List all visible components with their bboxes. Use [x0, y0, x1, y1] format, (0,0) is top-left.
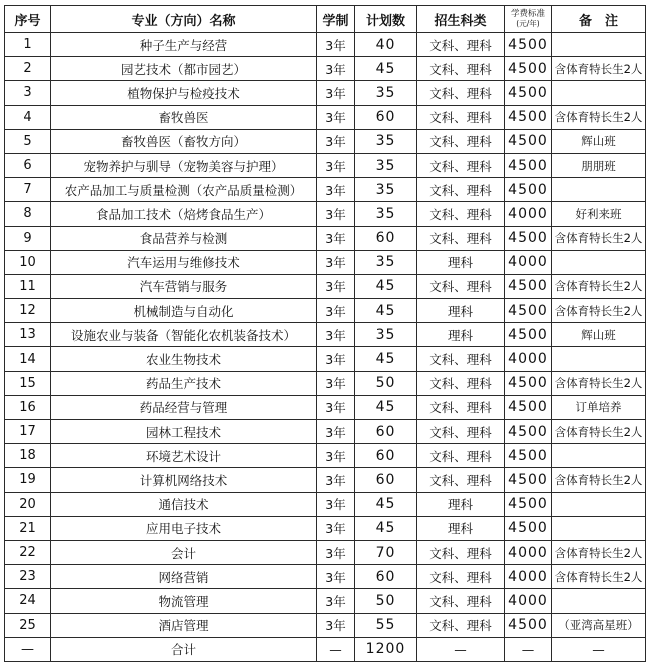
cell-note [552, 33, 646, 57]
cell-subject: 文科、理科 [417, 589, 505, 613]
cell-major: 农业生物技术 [51, 347, 317, 371]
cell-major: 应用电子技术 [51, 516, 317, 540]
cell-subject: 文科、理科 [417, 129, 505, 153]
cell-index: 25 [5, 613, 51, 637]
cell-plan: 35 [355, 178, 417, 202]
cell-major: 计算机网络技术 [51, 468, 317, 492]
cell-index: 15 [5, 371, 51, 395]
cell-index: 12 [5, 299, 51, 323]
cell-duration: 3年 [317, 492, 355, 516]
cell-index: 2 [5, 57, 51, 81]
cell-fee: 4000 [505, 202, 552, 226]
total-duration: — [317, 637, 355, 661]
cell-major: 园艺技术（都市园艺） [51, 57, 317, 81]
cell-subject: 文科、理科 [417, 57, 505, 81]
cell-major: 食品加工技术（焙烤食品生产） [51, 202, 317, 226]
table-row [5, 420, 646, 444]
cell-fee: 4000 [505, 565, 552, 589]
cell-plan: 60 [355, 468, 417, 492]
cell-fee: 4500 [505, 105, 552, 129]
cell-fee: 4500 [505, 274, 552, 298]
cell-major: 宠物养护与驯导（宠物美容与护理） [51, 153, 317, 177]
cell-major: 通信技术 [51, 492, 317, 516]
cell-fee: 4000 [505, 347, 552, 371]
cell-subject: 理科 [417, 299, 505, 323]
cell-duration: 3年 [317, 178, 355, 202]
cell-duration: 3年 [317, 516, 355, 540]
table-row [5, 613, 646, 637]
total-row [5, 637, 646, 661]
table-row [5, 516, 646, 540]
cell-subject: 文科、理科 [417, 226, 505, 250]
cell-subject: 文科、理科 [417, 444, 505, 468]
cell-subject: 文科、理科 [417, 153, 505, 177]
cell-index: 1 [5, 33, 51, 57]
cell-plan: 35 [355, 250, 417, 274]
cell-subject: 文科、理科 [417, 33, 505, 57]
cell-fee: 4500 [505, 613, 552, 637]
cell-duration: 3年 [317, 613, 355, 637]
cell-fee: 4500 [505, 129, 552, 153]
cell-major: 食品营养与检测 [51, 226, 317, 250]
cell-plan: 60 [355, 565, 417, 589]
cell-plan: 50 [355, 371, 417, 395]
cell-subject: 文科、理科 [417, 274, 505, 298]
cell-note: 好利来班 [552, 202, 646, 226]
total-plan: 1200 [355, 637, 417, 661]
cell-duration: 3年 [317, 395, 355, 419]
cell-duration: 3年 [317, 323, 355, 347]
cell-note [552, 492, 646, 516]
table-row [5, 444, 646, 468]
cell-note: 含体育特长生2人 [552, 57, 646, 81]
table-row [5, 323, 646, 347]
header-subject: 招生科类 [417, 6, 505, 33]
table-row [5, 347, 646, 371]
cell-plan: 45 [355, 492, 417, 516]
cell-plan: 45 [355, 516, 417, 540]
cell-fee: 4500 [505, 395, 552, 419]
enrollment-plan-table [4, 5, 646, 662]
cell-note: 朋朋班 [552, 153, 646, 177]
enrollment-plan-document [4, 5, 646, 662]
cell-duration: 3年 [317, 468, 355, 492]
cell-major: 物流管理 [51, 589, 317, 613]
cell-subject: 文科、理科 [417, 81, 505, 105]
cell-fee: 4500 [505, 492, 552, 516]
total-subject: — [417, 637, 505, 661]
cell-plan: 70 [355, 540, 417, 564]
cell-note [552, 347, 646, 371]
cell-fee: 4500 [505, 299, 552, 323]
cell-subject: 文科、理科 [417, 178, 505, 202]
header-major: 专业（方向）名称 [51, 6, 317, 33]
cell-index: 21 [5, 516, 51, 540]
cell-plan: 40 [355, 33, 417, 57]
cell-note: 含体育特长生2人 [552, 420, 646, 444]
table-row [5, 105, 646, 129]
table-row [5, 468, 646, 492]
header-plan: 计划数 [355, 6, 417, 33]
cell-plan: 60 [355, 444, 417, 468]
cell-subject: 文科、理科 [417, 565, 505, 589]
cell-duration: 3年 [317, 105, 355, 129]
cell-plan: 50 [355, 589, 417, 613]
cell-note: 含体育特长生2人 [552, 565, 646, 589]
cell-duration: 3年 [317, 589, 355, 613]
table-row [5, 129, 646, 153]
cell-fee: 4500 [505, 33, 552, 57]
cell-index: 22 [5, 540, 51, 564]
cell-plan: 45 [355, 57, 417, 81]
cell-note: 含体育特长生2人 [552, 105, 646, 129]
cell-duration: 3年 [317, 371, 355, 395]
cell-fee: 4500 [505, 323, 552, 347]
cell-subject: 文科、理科 [417, 540, 505, 564]
cell-major: 汽车运用与维修技术 [51, 250, 317, 274]
cell-major: 网络营销 [51, 565, 317, 589]
cell-index: 14 [5, 347, 51, 371]
cell-major: 畜牧兽医（畜牧方向） [51, 129, 317, 153]
cell-index: 5 [5, 129, 51, 153]
cell-index: 9 [5, 226, 51, 250]
cell-plan: 55 [355, 613, 417, 637]
header-note: 备 注 [552, 6, 646, 33]
cell-subject: 文科、理科 [417, 105, 505, 129]
cell-index: 16 [5, 395, 51, 419]
table-row [5, 299, 646, 323]
cell-plan: 35 [355, 323, 417, 347]
cell-index: 17 [5, 420, 51, 444]
cell-note [552, 444, 646, 468]
cell-note: 含体育特长生2人 [552, 299, 646, 323]
cell-index: 7 [5, 178, 51, 202]
table-body [5, 33, 646, 638]
cell-duration: 3年 [317, 347, 355, 371]
total-label: 合计 [51, 637, 317, 661]
cell-major: 汽车营销与服务 [51, 274, 317, 298]
cell-major: 机械制造与自动化 [51, 299, 317, 323]
table-row [5, 371, 646, 395]
cell-major: 畜牧兽医 [51, 105, 317, 129]
cell-major: 会计 [51, 540, 317, 564]
cell-major: 药品经营与管理 [51, 395, 317, 419]
table-row [5, 81, 646, 105]
cell-duration: 3年 [317, 153, 355, 177]
cell-fee: 4500 [505, 516, 552, 540]
cell-duration: 3年 [317, 299, 355, 323]
cell-subject: 文科、理科 [417, 420, 505, 444]
cell-index: 23 [5, 565, 51, 589]
cell-index: 13 [5, 323, 51, 347]
header-fee [505, 6, 552, 33]
cell-index: 4 [5, 105, 51, 129]
cell-fee: 4500 [505, 371, 552, 395]
table-row [5, 395, 646, 419]
cell-plan: 45 [355, 274, 417, 298]
cell-duration: 3年 [317, 420, 355, 444]
cell-note: 含体育特长生2人 [552, 540, 646, 564]
table-row [5, 178, 646, 202]
cell-index: 11 [5, 274, 51, 298]
cell-index: 24 [5, 589, 51, 613]
cell-plan: 35 [355, 202, 417, 226]
cell-subject: 文科、理科 [417, 347, 505, 371]
cell-note: （亚湾高星班） [552, 613, 646, 637]
cell-duration: 3年 [317, 250, 355, 274]
cell-subject: 理科 [417, 492, 505, 516]
cell-index: 18 [5, 444, 51, 468]
cell-fee: 4500 [505, 468, 552, 492]
header-index: 序号 [5, 6, 51, 33]
cell-plan: 35 [355, 129, 417, 153]
cell-plan: 45 [355, 347, 417, 371]
cell-duration: 3年 [317, 274, 355, 298]
table-row [5, 153, 646, 177]
cell-duration: 3年 [317, 444, 355, 468]
cell-subject: 理科 [417, 250, 505, 274]
cell-plan: 35 [355, 81, 417, 105]
table-row [5, 33, 646, 57]
cell-fee: 4500 [505, 153, 552, 177]
cell-index: 8 [5, 202, 51, 226]
cell-note: 含体育特长生2人 [552, 274, 646, 298]
cell-subject: 文科、理科 [417, 468, 505, 492]
cell-duration: 3年 [317, 540, 355, 564]
cell-fee: 4500 [505, 178, 552, 202]
cell-major: 设施农业与装备（智能化农机装备技术） [51, 323, 317, 347]
cell-note: 含体育特长生2人 [552, 468, 646, 492]
cell-index: 20 [5, 492, 51, 516]
cell-note [552, 250, 646, 274]
table-row [5, 492, 646, 516]
cell-duration: 3年 [317, 81, 355, 105]
header-fee-line2: (元/年) [516, 19, 540, 28]
cell-plan: 60 [355, 226, 417, 250]
cell-duration: 3年 [317, 57, 355, 81]
cell-fee: 4000 [505, 589, 552, 613]
cell-note: 辉山班 [552, 323, 646, 347]
table-row [5, 274, 646, 298]
cell-plan: 45 [355, 395, 417, 419]
cell-plan: 45 [355, 299, 417, 323]
cell-note [552, 81, 646, 105]
table-row [5, 250, 646, 274]
cell-note [552, 516, 646, 540]
cell-fee: 4000 [505, 250, 552, 274]
cell-subject: 文科、理科 [417, 202, 505, 226]
cell-major: 农产品加工与质量检测（农产品质量检测） [51, 178, 317, 202]
cell-fee: 4500 [505, 81, 552, 105]
cell-plan: 60 [355, 105, 417, 129]
cell-index: 19 [5, 468, 51, 492]
cell-major: 种子生产与经营 [51, 33, 317, 57]
cell-fee: 4500 [505, 444, 552, 468]
cell-subject: 文科、理科 [417, 371, 505, 395]
table-row [5, 540, 646, 564]
cell-note [552, 178, 646, 202]
cell-duration: 3年 [317, 226, 355, 250]
cell-major: 酒店管理 [51, 613, 317, 637]
cell-note: 辉山班 [552, 129, 646, 153]
cell-fee: 4500 [505, 420, 552, 444]
cell-plan: 60 [355, 420, 417, 444]
cell-index: 6 [5, 153, 51, 177]
cell-duration: 3年 [317, 565, 355, 589]
cell-index: 3 [5, 81, 51, 105]
total-fee: — [505, 637, 552, 661]
cell-note: 含体育特长生2人 [552, 371, 646, 395]
cell-duration: 3年 [317, 129, 355, 153]
table-row [5, 57, 646, 81]
table-row [5, 226, 646, 250]
cell-fee: 4000 [505, 540, 552, 564]
cell-note [552, 589, 646, 613]
table-row [5, 589, 646, 613]
cell-subject: 理科 [417, 516, 505, 540]
cell-note: 含体育特长生2人 [552, 226, 646, 250]
header-row [5, 6, 646, 33]
total-index: — [5, 637, 51, 661]
header-fee-line1: 学费标准 [510, 9, 545, 19]
cell-major: 植物保护与检疫技术 [51, 81, 317, 105]
cell-duration: 3年 [317, 202, 355, 226]
cell-fee: 4500 [505, 226, 552, 250]
cell-index: 10 [5, 250, 51, 274]
cell-duration: 3年 [317, 33, 355, 57]
cell-major: 药品生产技术 [51, 371, 317, 395]
cell-major: 环境艺术设计 [51, 444, 317, 468]
header-duration: 学制 [317, 6, 355, 33]
cell-plan: 35 [355, 153, 417, 177]
cell-subject: 理科 [417, 323, 505, 347]
table-row [5, 565, 646, 589]
cell-note: 订单培养 [552, 395, 646, 419]
cell-major: 园林工程技术 [51, 420, 317, 444]
cell-subject: 文科、理科 [417, 395, 505, 419]
total-note: — [552, 637, 646, 661]
table-row [5, 202, 646, 226]
cell-subject: 文科、理科 [417, 613, 505, 637]
cell-fee: 4500 [505, 57, 552, 81]
